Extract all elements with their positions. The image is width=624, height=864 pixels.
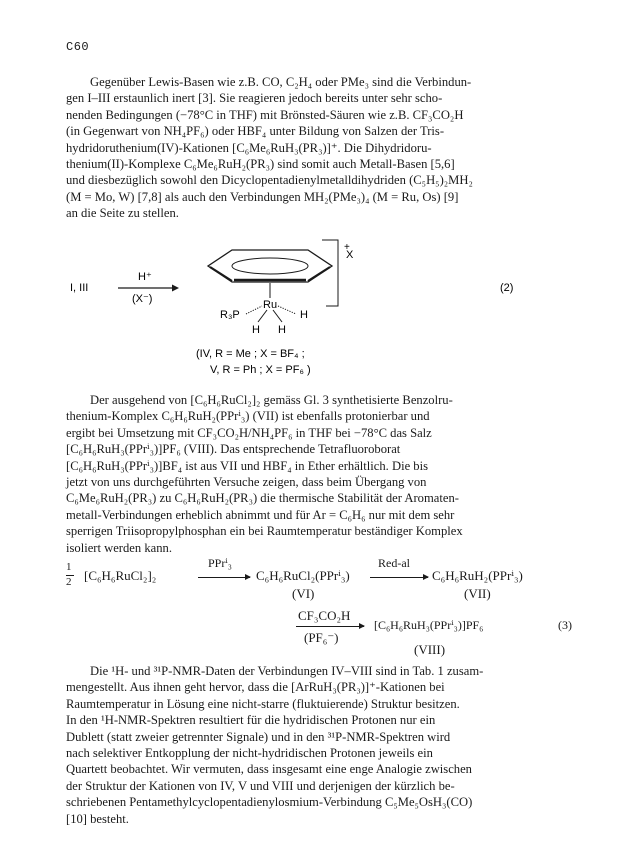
paragraph-intro [66,74,582,222]
metal-label: Ru [263,299,278,311]
scheme-counterion: X [346,249,354,261]
eq3-label-vii: (VII) [464,586,491,601]
text-line: sperrigen Triisopropylphosphan ein bei Raumtemperatur beständiger Komplex [66,524,463,539]
bracket-charge: + [344,242,350,253]
text-line: (M = Mo, W) [7,8] als auch den Verbindungen MH₂(PMe₃)₄ (M = Ru, Os) [9] [66,189,459,204]
eq3-reagent1: PPrⁱ₃ [208,556,232,570]
text-line: hydridoruthenium(IV)-Kationen [C₆Me₆RuH₃(PR₃)]⁺. Die Dihydridoru- [66,140,432,155]
hydride-1: H [252,324,260,336]
ring-front-right [308,267,330,281]
aromatic-circle [232,258,308,274]
text-line: Der ausgehend von [C₆H₆RuCl₂]₂ gemäss Gl. 3 synthetisierte Benzolru- [90,393,453,407]
fraction-denominator: 2 [66,576,72,588]
compound-legend-v: V, R = Ph ; X = PF₆ ) [210,364,311,376]
compound-legend-iv: (IV, R = Me ; X = BF₄ ; [196,348,305,360]
bond-h2 [273,310,282,322]
text-line: [10] besteht. [66,811,129,826]
text-line: Dublett (statt zweier getrennter Signale) und in den ³¹P-NMR-Spektren wird [66,729,451,744]
text-line: C₆Me₆RuH₂(PR₃) zu C₆H₆RuH₂(PR₃) die thermische Stabilität der Aromaten- [66,491,459,506]
text-line: nenden Bedingungen (−78°C in THF) mit Brönsted-Säuren wie z.B. CF₃CO₂H [66,107,464,122]
eq3-label-viii: (VIII) [414,642,446,657]
eq3-arrow-3 [296,626,364,627]
text-line: Gegenüber Lewis-Basen wie z.B. CO, C₂H₄ oder PMe₃ sind die Verbindun- [90,75,472,89]
bond-hashed-left [246,306,262,314]
eq3-arrow-1 [198,577,250,578]
eq3-start: [C₆H₆RuCl₂]₂ [84,568,157,583]
text-line: jetzt von uns durchgeführten Versuche zeigen, dass beim Übergang von [66,475,427,490]
ligand-hydride-right: H [300,309,308,321]
text-line: In den ¹H-NMR-Spektren resultiert für die hydridischen Protonen nur ein [66,713,436,728]
text-line: ergibt bei Umsetzung mit CF₃CO₂H/NH₄PF₆ in THF bei −78°C das Salz [66,425,432,440]
eq3-product1: C₆H₆RuCl₂(PPrⁱ₃) [256,568,350,583]
hydride-2: H [278,324,286,336]
text-line: metall-Verbindungen erheblich abnimmt und für Ar = C₆H₆ nur mit dem sehr [66,507,455,522]
paragraph-nmr [66,663,582,827]
scheme-reagent-top: H⁺ [138,271,152,283]
text-line: Quartett beobachtet. Wir vermuten, dass insgesamt eine enge Analogie zwischen [66,762,472,777]
text-line: isoliert werden kann. [66,540,172,555]
text-line: der Struktur der Kationen von IV, V und VIII und derjenigen der kürzlich be- [66,778,455,793]
ligand-phosphine: R₃P [220,309,240,321]
text-line: schriebenen Pentamethylcyclopentadienylosmium-Verbindung C₅Me₅OsH₃(CO) [66,795,473,810]
ring-front-left [210,267,232,281]
text-line: gen I–III erstaunlich inert [3]. Sie reagieren jedoch bereits unter sehr scho- [66,91,443,106]
eq3-reagent3-top: CF₃CO₂H [298,608,351,623]
scheme-reagent-bottom: (X⁻) [132,293,153,305]
eq3-label-vi: (VI) [292,586,315,601]
eq3-reagent2: Red-al [378,556,410,570]
text-line: thenium(II)-Komplexe C₆Me₆RuH₂(PR₃) sind somit auch Metall-Basen [5,6] [66,157,455,172]
bond-hashed-right [278,306,296,314]
text-line: Raumtemperatur in Lösung eine nicht-starre (fluktuierende) Struktur besitzen. [66,696,460,711]
scheme-reactant: I, III [70,282,89,294]
text-line: [C₆H₆RuH₃(PPrⁱ₃)]PF₆ (VIII). Das entsprechende Tetrafluoroborat [66,442,401,457]
fraction-numerator: 1 [66,561,72,573]
text-line: Die ¹H- und ³¹P-NMR-Daten der Verbindungen IV–VIII sind in Tab. 1 zusam- [90,664,484,678]
equation-number-3: (3) [558,618,572,632]
text-line: und diesbezüglich sowohl den Dicyclopentadienylmetalldihydriden (C₅H₅)₂MH₂ [66,173,473,188]
text-line: mengestellt. Aus ihnen geht hervor, dass die [ArRuH₃(PR₃)]⁺-Kationen bei [66,680,445,695]
eq3-product2: C₆H₆RuH₂(PPrⁱ₃) [432,568,523,583]
eq3-reagent3-bottom: (PF₆⁻) [304,630,339,645]
cation-bracket [322,240,338,306]
page-number: C60 [66,40,90,54]
equation-number-2: (2) [500,282,514,294]
eq3-arrow-2 [370,577,428,578]
reaction-equation-3 [66,556,586,658]
arrow-head [172,285,179,292]
eq3-product3: [C₆H₆RuH₃(PPrⁱ₃)]PF₆ [374,618,484,632]
text-line: thenium-Komplex C₆H₆RuH₂(PPrⁱ₃) (VII) ist ebenfalls protonierbar und [66,409,430,424]
text-line: [C₆H₆RuH₃(PPrⁱ₃)]BF₄ ist aus VII und HBF₄ in Ether erhältlich. Die bis [66,458,429,473]
paragraph-benzene-complex [66,392,582,556]
bond-h1 [258,310,267,322]
text-line: an die Seite zu stellen. [66,206,179,221]
text-line: (in Gegenwart von NH₄PF₆) oder HBF₄ unter Bildung von Salzen der Tris- [66,124,445,139]
reaction-scheme-2 [60,236,580,386]
scheme-drawing [60,236,580,386]
text-line: nach selektiver Entkopplung der nicht-hydridischen Protonen jeweils ein [66,746,433,761]
